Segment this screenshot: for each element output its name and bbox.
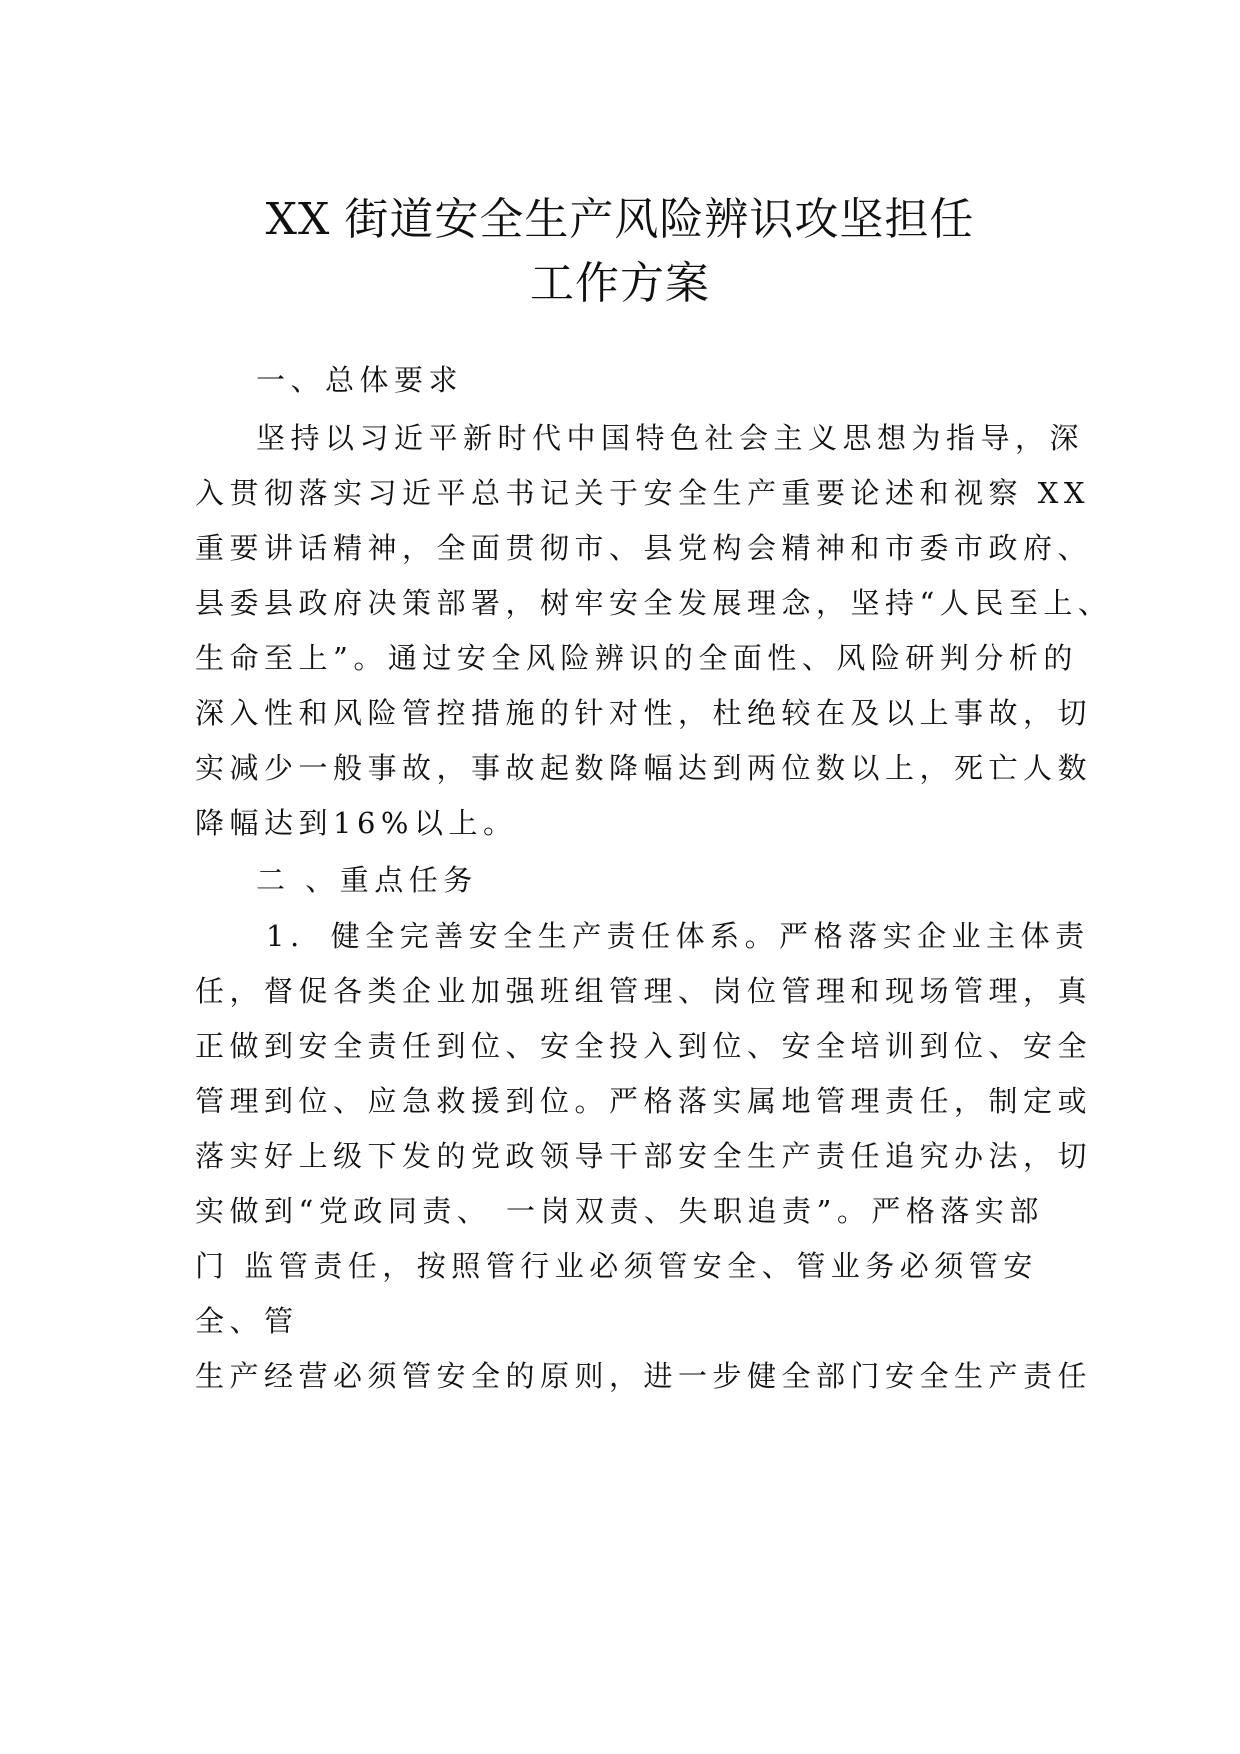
paragraph-line: 落实好上级下发的党政领导干部安全生产责任追究办法，切 bbox=[195, 1139, 1093, 1173]
paragraph-line: 全、管 bbox=[195, 1304, 299, 1338]
title-prefix: XX bbox=[265, 194, 331, 245]
paragraph-line: 降幅达到16%以上。 bbox=[195, 806, 518, 840]
paragraph-line: 任，督促各类企业加强班组管理、岗位管理和现场管理，真 bbox=[195, 974, 1093, 1008]
paragraph-line: 县委县政府决策部署，树牢安全发展理念，坚持“人民至上、 bbox=[195, 586, 1113, 620]
paragraph-line: 深入性和风险管控措施的针对性，杜绝较在及以上事故，切 bbox=[195, 696, 1093, 730]
section-heading-key-tasks: 二 、重点任务 bbox=[256, 863, 478, 897]
document-title-line-2: 工作方案 bbox=[530, 258, 710, 309]
paragraph-line: 入贯彻落实习近平总书记关于安全生产重要论述和视察 XX bbox=[195, 476, 1091, 510]
paragraph-line: 正做到安全责任到位、安全投入到位、安全培训到位、安全 bbox=[195, 1029, 1093, 1063]
paragraph-line: 管理到位、应急救援到位。严格落实属地管理责任，制定或 bbox=[195, 1084, 1093, 1118]
item-text: 健全完善安全生产责任体系。严格落实企业主体责 bbox=[330, 919, 1090, 953]
title-text: 街道安全生产风险辨识攻坚担任 bbox=[344, 194, 975, 245]
paragraph-line-numbered bbox=[266, 918, 1090, 954]
paragraph-line: 生产经营必须管安全的原则，进一步健全部门安全生产责任 bbox=[195, 1359, 1093, 1393]
paragraph-line: 生命至上”。通过安全风险辨识的全面性、风险研判分析的 bbox=[195, 641, 1078, 675]
document-title-line-1 bbox=[0, 183, 1240, 247]
paragraph-line: 实做到“党政同责、 一岗双责、失职追责”。严格落实部 bbox=[195, 1194, 1044, 1228]
paragraph-line: 重要讲话精神，全面贯彻市、县党构会精神和市委市政府、 bbox=[195, 531, 1093, 565]
section-heading-general-requirements: 一、总体要求 bbox=[256, 363, 464, 397]
paragraph-line: 实减少一般事故，事故起数降幅达到两位数以上，死亡人数 bbox=[195, 751, 1093, 785]
item-number: 1. bbox=[266, 919, 305, 953]
paragraph-line: 坚持以习近平新时代中国特色社会主义思想为指导，深 bbox=[256, 421, 1085, 455]
paragraph-line: 门 监管责任，按照管行业必须管安全、管业务必须管安 bbox=[195, 1249, 1038, 1283]
